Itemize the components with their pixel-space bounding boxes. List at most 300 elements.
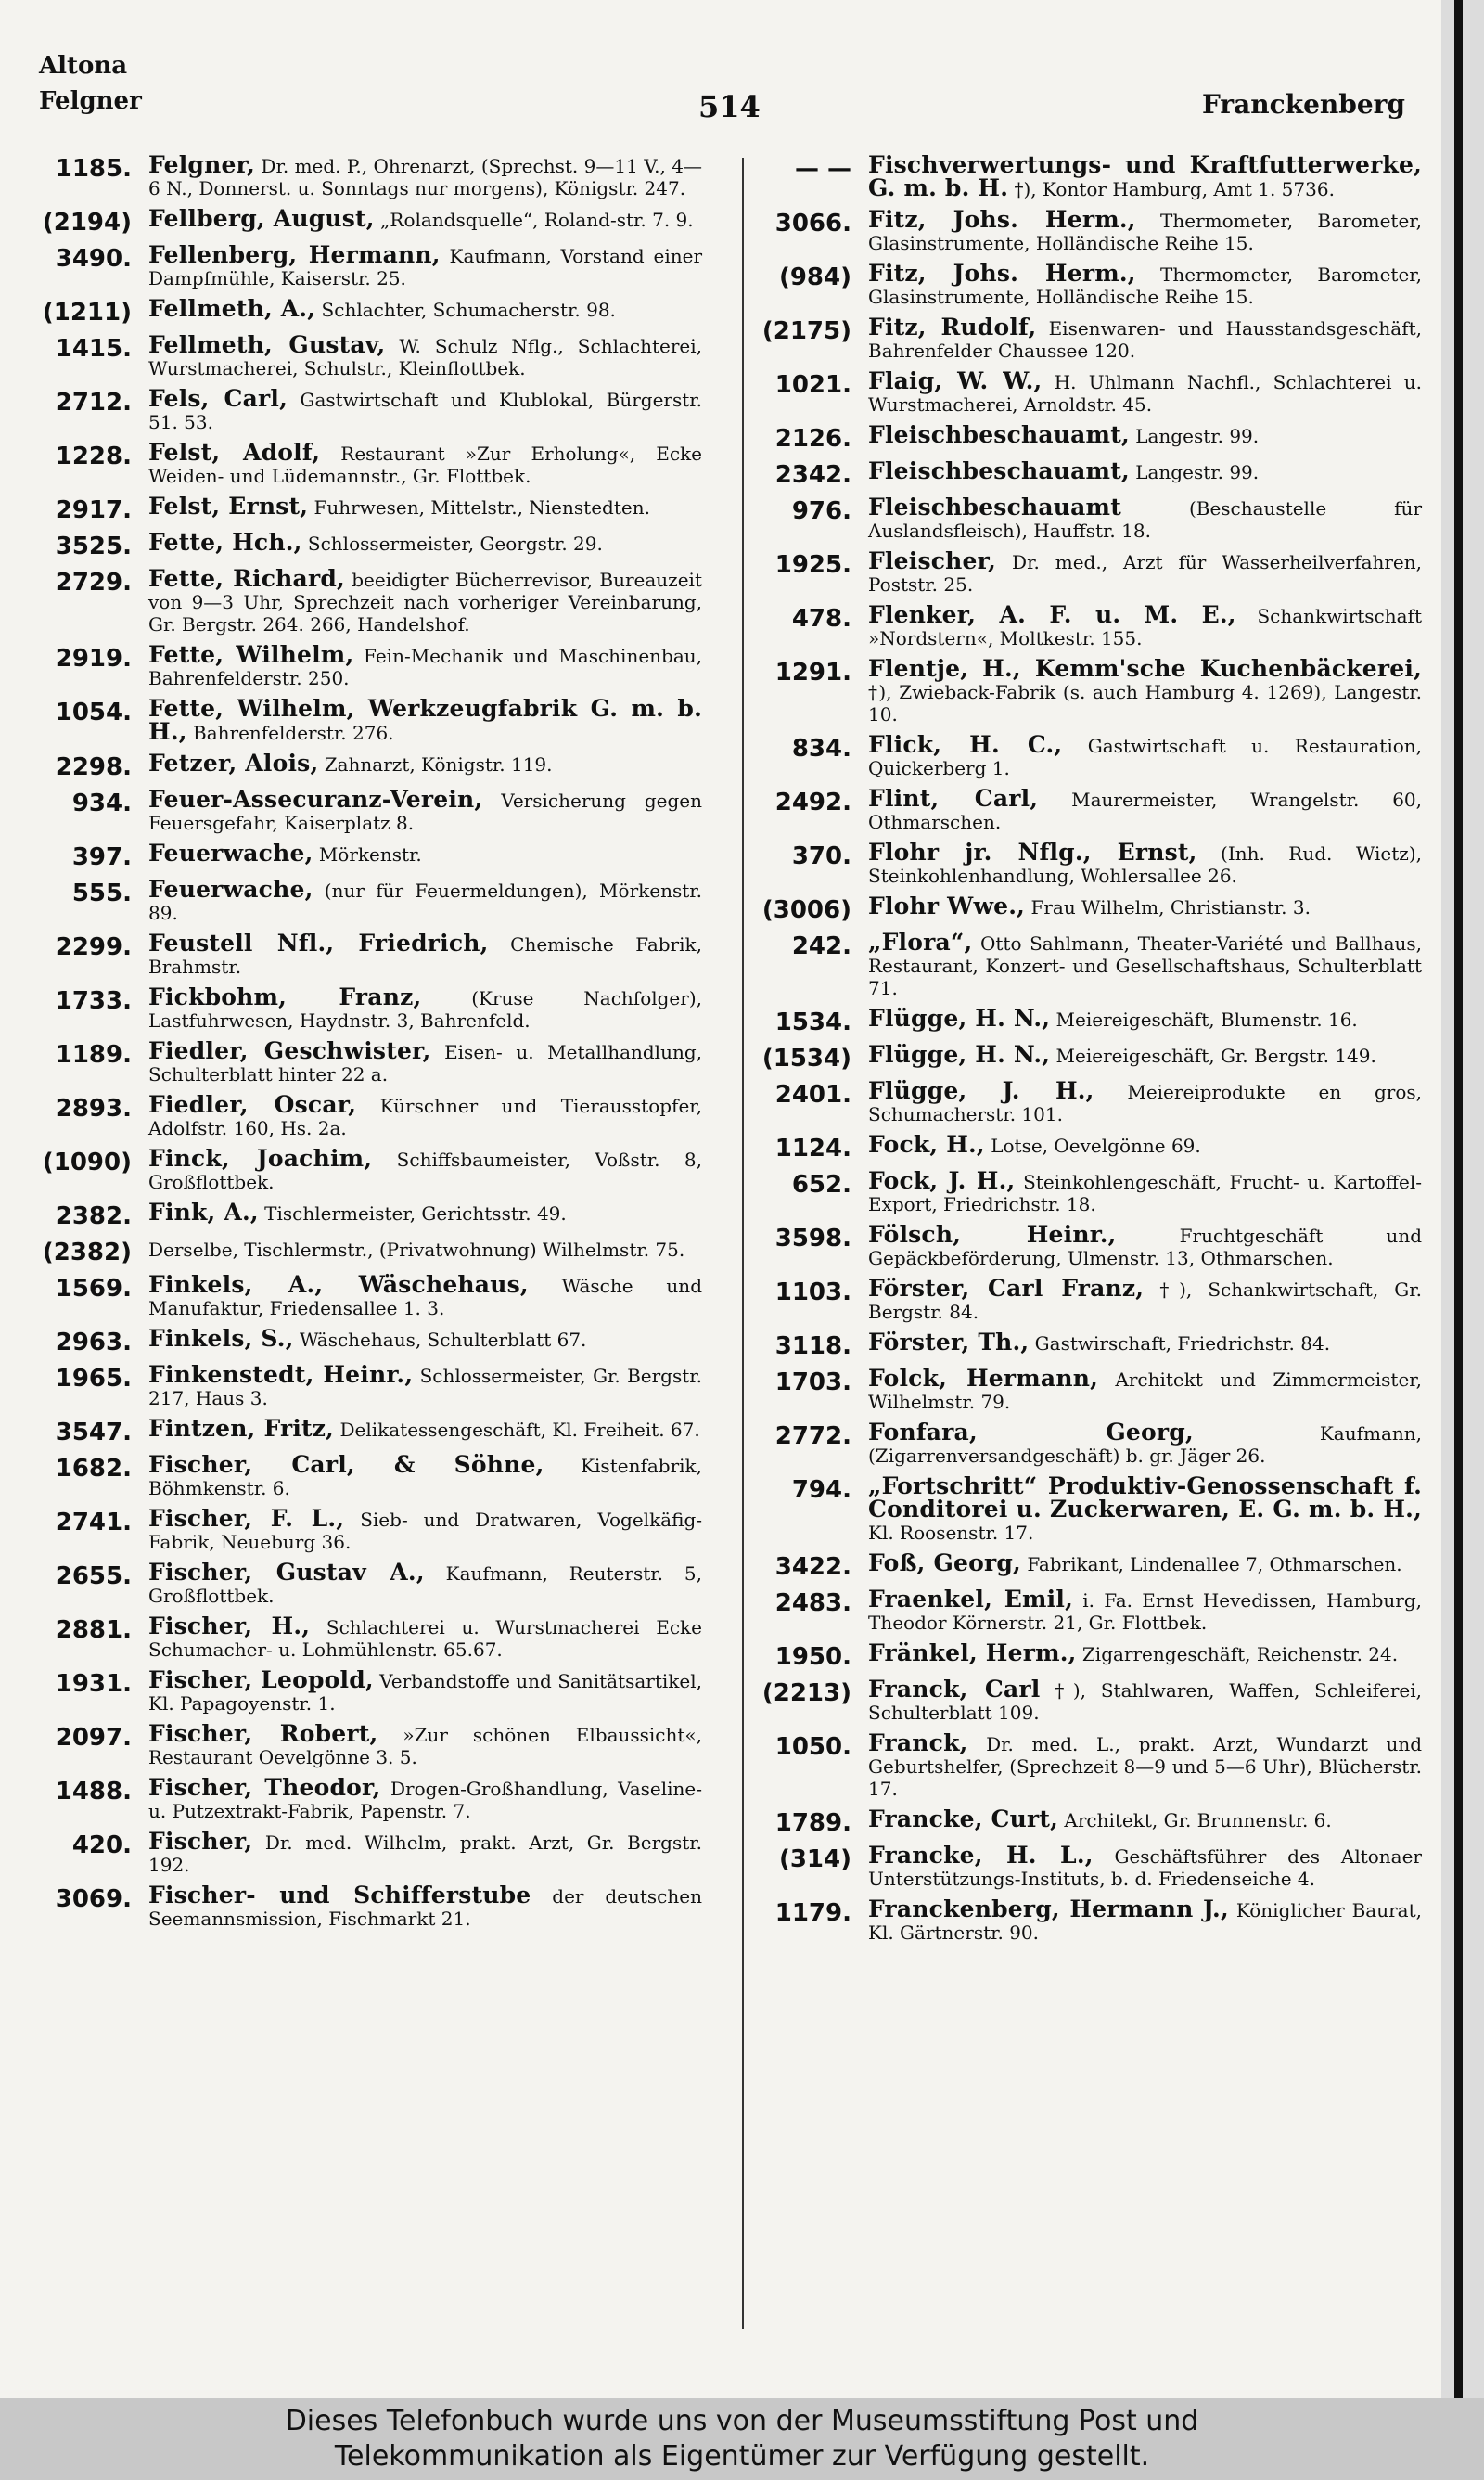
directory-entry (759, 421, 1422, 453)
running-header-left (39, 48, 142, 119)
directory-entry (759, 1639, 1422, 1671)
phone-number: 1415. (55, 335, 132, 363)
subscriber-name: Fellmeth, A., (148, 295, 316, 322)
footer-line-1: Dieses Telefonbuch wurde uns von der Museumsstiftung Post und (285, 2405, 1199, 2437)
entry-text (868, 1365, 1422, 1413)
directory-entry (39, 786, 702, 834)
directory-entry (39, 439, 702, 487)
subscriber-details: Bahrenfelderstr. 276. (193, 722, 394, 744)
subscriber-name: Fette, Wilhelm, Werkzeugfabrik G. m. b. H., (148, 695, 702, 745)
directory-entry (39, 151, 703, 199)
directory-entry (759, 601, 1422, 649)
directory-entry (39, 1091, 703, 1139)
subscriber-details: „Rolandsquelle“, Roland-str. 7. 9. (380, 209, 694, 231)
directory-entry (39, 331, 703, 379)
phone-number: 1103. (774, 1279, 851, 1306)
phone-number: 794. (791, 1476, 851, 1504)
entry-text (868, 1131, 1422, 1158)
phone-number: 1569. (55, 1275, 132, 1303)
phone-number: 2741. (55, 1509, 132, 1536)
subscriber-name: Feuerwache, (148, 876, 313, 903)
subscriber-details: Drogen-Großhandlung, Vaseline- u. Putzextrakt-Fabrik, Papenstr. 7. (148, 1778, 703, 1822)
entry-text (868, 206, 1423, 254)
phone-number: 1682. (55, 1455, 132, 1483)
subscriber-details: der deutschen Seemannsmission, Fischmarkt 21. (148, 1885, 702, 1930)
directory-entry (39, 295, 702, 327)
subscriber-details: Fabrikant, Lindenallee 7, Othmarschen. (1027, 1553, 1402, 1575)
subscriber-name: Fleischer, (868, 547, 997, 574)
page-number: 514 (698, 89, 761, 124)
phone-number: 2126. (774, 425, 851, 453)
subscriber-name: Folck, Hermann, (868, 1365, 1098, 1392)
phone-number: 2772. (774, 1422, 851, 1450)
phone-number: (314) (778, 1845, 851, 1873)
left-column (39, 151, 703, 1930)
subscriber-details: Verbandstoffe und Sanitätsartikel, Kl. Papagoyenstr. 1. (148, 1670, 703, 1715)
phone-number: (1211) (42, 299, 132, 327)
phone-number: 934. (71, 790, 132, 817)
directory-entry (39, 641, 703, 689)
directory-entry (759, 1365, 1422, 1413)
entry-text (868, 1275, 1422, 1323)
entry-text (868, 316, 1422, 362)
subscriber-details: Schiffsbaumeister, Voßstr. 8, Großflottbek. (148, 1149, 702, 1193)
directory-entry (759, 731, 1422, 779)
subscriber-details: Kaufmann, (Zigarrenversandgeschäft) b. gr. Jäger 26. (868, 1422, 1423, 1467)
directory-entry (759, 785, 1422, 833)
phone-number: 1534. (774, 1009, 851, 1036)
subscriber-details: †), Schankwirtschaft, Gr. Bergstr. 84. (868, 1279, 1422, 1323)
subscriber-name: Flint, Carl, (868, 785, 1039, 812)
entry-text (868, 655, 1422, 726)
phone-number: 1488. (55, 1778, 132, 1805)
phone-number: 2298. (55, 753, 132, 781)
subscriber-details: Wäschehaus, Schulterblatt 67. (299, 1329, 587, 1351)
phone-number: 834. (791, 735, 851, 763)
entry-text (148, 1145, 702, 1193)
directory-entry (39, 752, 702, 780)
subscriber-details: Zahnarzt, Königstr. 119. (324, 753, 553, 776)
entry-text (148, 1361, 703, 1409)
entry-text (868, 260, 1423, 308)
phone-number: 2893. (55, 1095, 132, 1123)
subscriber-details: Frau Wilhelm, Christianstr. 3. (1030, 896, 1311, 919)
subscriber-name: Fetzer, Alois, (148, 750, 319, 777)
subscriber-name: Feuerwache, (148, 840, 313, 867)
entry-text (868, 1639, 1422, 1666)
directory-entry (759, 1077, 1422, 1125)
directory-entry (39, 385, 703, 433)
subscriber-name: Finck, Joachim, (148, 1145, 373, 1172)
directory-entry (759, 151, 1422, 201)
directory-entry (759, 1275, 1422, 1323)
entry-text (868, 785, 1422, 833)
subscriber-name: Flügge, H. N., (868, 1005, 1051, 1032)
subscriber-name: Fiedler, Geschwister, (148, 1037, 431, 1064)
directory-entry (759, 260, 1423, 308)
entry-text (868, 1729, 1423, 1800)
subscriber-details: Kaufmann, Reuterstr. 5, Großflottbek. (148, 1562, 702, 1607)
entry-text (868, 1549, 1422, 1576)
directory-entry (759, 1895, 1422, 1944)
entry-text (868, 367, 1423, 416)
directory-entry (39, 1037, 702, 1086)
directory-entry (39, 495, 702, 523)
subscriber-details: beeidigter Bücherrevisor, Bureauzeit von 9—3 Uhr, Sprechzeit nach vorheriger Vereinbarung, Gr. Bergstr. 264. 266, Handelshof. (148, 569, 702, 636)
entry-text (148, 1451, 703, 1499)
phone-number: 3490. (55, 245, 132, 273)
phone-number: 420. (71, 1831, 132, 1859)
phone-number: 3069. (55, 1885, 132, 1913)
phone-number: 2492. (774, 789, 851, 816)
entry-text (868, 601, 1422, 649)
entry-text (148, 439, 702, 487)
entry-text (148, 1720, 703, 1768)
entry-text (868, 1895, 1422, 1944)
phone-number: 3422. (774, 1553, 851, 1581)
directory-entry (39, 1145, 702, 1193)
subscriber-name: Fitz, Johs. Herm., (868, 260, 1136, 287)
phone-number: 2401. (774, 1081, 851, 1109)
directory-entry (759, 929, 1422, 999)
subscriber-name: Finkels, S., (148, 1325, 294, 1352)
subscriber-details: Restaurant »Zur Erholung«, Ecke Weiden- und Lüdemannstr., Gr. Flottbek. (148, 443, 702, 487)
directory-entry (39, 241, 703, 289)
subscriber-details: Langestr. 99. (1135, 461, 1260, 483)
subscriber-name: Franck, Carl (868, 1676, 1041, 1703)
subscriber-name: Fette, Hch., (148, 529, 302, 556)
directory-entry (39, 205, 702, 237)
phone-number: 1050. (774, 1733, 851, 1761)
entry-text (148, 786, 702, 834)
directory-entry (39, 1828, 702, 1876)
subscriber-name: Fischer, Robert, (148, 1720, 378, 1747)
phone-number: 1703. (774, 1368, 851, 1396)
subscriber-name: Fischer, (148, 1828, 253, 1855)
phone-number: 976. (791, 497, 851, 525)
subscriber-name: Finkels, A., Wäschehaus, (148, 1271, 529, 1298)
directory-entry (759, 655, 1422, 726)
phone-number: 1189. (55, 1041, 132, 1069)
subscriber-details: Kaufmann, Vorstand einer Dampfmühle, Kaiserstr. 25. (148, 245, 703, 289)
subscriber-name: Fischer, Gustav A., (148, 1559, 425, 1586)
phone-number: 3118. (774, 1332, 851, 1360)
entry-text (148, 1201, 702, 1225)
entry-text (868, 1805, 1422, 1832)
phone-number: 2655. (55, 1562, 132, 1590)
subscriber-details: Geschäftsführer des Altonaer Unterstützungs-Instituts, b. d. Friedenseiche 4. (868, 1845, 1422, 1890)
entry-text (148, 331, 703, 379)
entry-text (868, 457, 1422, 484)
directory-entry (39, 1774, 703, 1822)
subscriber-name: Fischer, F. L., (148, 1505, 345, 1532)
phone-number: (2175) (761, 317, 851, 345)
subscriber-details: Lotse, Oevelgönne 69. (991, 1135, 1201, 1157)
directory-entry (759, 496, 1422, 542)
subscriber-name: Fischer, Theodor, (148, 1774, 381, 1801)
subscriber-name: Fischer, Carl, & Söhne, (148, 1451, 544, 1478)
subscriber-details: Kl. Roosenstr. 17. (868, 1522, 1034, 1544)
subscriber-details: Schlossermeister, Gr. Bergstr. 217, Haus 3. (148, 1365, 703, 1409)
subscriber-name: Fette, Richard, (148, 565, 345, 592)
directory-entry (759, 1844, 1422, 1890)
directory-entry (39, 932, 702, 978)
phone-number: 3547. (55, 1419, 132, 1446)
header-city: Altona (39, 52, 128, 80)
entry-text (868, 731, 1422, 779)
subscriber-name: Fink, A., (148, 1199, 259, 1226)
subscriber-details: (nur für Feuermeldungen), Mörkenstr. 89. (148, 880, 702, 924)
entry-text (868, 839, 1423, 887)
directory-entry (759, 1041, 1422, 1073)
subscriber-name: Flohr jr. Nflg., Ernst, (868, 839, 1197, 866)
subscriber-details: †), Zwieback-Fabrik (s. auch Hamburg 4. 1269), Langestr. 10. (868, 681, 1422, 726)
binding-shadow (1454, 0, 1463, 2398)
subscriber-details: Langestr. 99. (1135, 425, 1260, 447)
phone-number: 2382. (55, 1202, 132, 1230)
entry-text (148, 1415, 702, 1442)
subscriber-details: Dr. med., Arzt für Wasserheilverfahren, Poststr. 25. (868, 551, 1423, 596)
header-last-name: Franckenberg (1202, 89, 1405, 120)
entry-text (148, 1037, 702, 1086)
directory-entry (39, 842, 702, 870)
subscriber-name: Foß, Georg, (868, 1549, 1021, 1576)
entry-text (148, 1271, 702, 1319)
phone-number: 1185. (55, 155, 132, 183)
subscriber-details: Meiereigeschäft, Blumenstr. 16. (1055, 1009, 1358, 1031)
subscriber-details: Kürschner und Tierausstopfer, Adolfstr. 160, Hs. 2a. (148, 1095, 703, 1139)
subscriber-details: Architekt und Zimmermeister, Wilhelmstr. 79. (868, 1368, 1422, 1413)
header-first-name: Felgner (39, 87, 142, 115)
entry-text (148, 1561, 702, 1607)
column-divider (742, 158, 744, 2329)
phone-number: (984) (778, 263, 851, 291)
subscriber-name: Flügge, J. H., (868, 1077, 1094, 1104)
entry-text (148, 151, 703, 199)
subscriber-name: Fleischbeschauamt (868, 494, 1121, 520)
directory-entry (39, 529, 702, 560)
phone-number: 3066. (774, 210, 851, 238)
subscriber-name: Flügge, H. N., (868, 1041, 1051, 1068)
subscriber-name: Fellberg, August, (148, 205, 375, 232)
subscriber-name: Felgner, (148, 151, 256, 178)
subscriber-name: Fellenberg, Hermann, (148, 241, 441, 268)
directory-entry (39, 1238, 702, 1266)
entry-text (148, 495, 702, 519)
phone-number: 2963. (55, 1329, 132, 1356)
directory-entry (759, 1221, 1422, 1269)
directory-entry (759, 1588, 1422, 1634)
entry-text (868, 1041, 1422, 1068)
subscriber-details: Maurermeister, Wrangelstr. 60, Othmarschen. (868, 789, 1422, 833)
subscriber-name: Francke, H. L., (868, 1842, 1094, 1869)
directory-entry (759, 1805, 1422, 1837)
subscriber-name: Felst, Ernst, (148, 493, 309, 520)
entry-text (868, 1588, 1422, 1634)
subscriber-details: Dr. med. L., prakt. Arzt, Wundarzt und Geburtshelfer, (Sprechzeit 8—9 und 5—6 Uhr), Blücherstr. 17. (868, 1733, 1423, 1800)
directory-entry (39, 1201, 702, 1229)
subscriber-name: Franckenberg, Hermann J., (868, 1895, 1229, 1922)
phone-number: 1291. (774, 659, 851, 687)
footer-line-2: Telekommunikation als Eigentümer zur Verfügung gestellt. (334, 2440, 1150, 2473)
phone-number: 2919. (55, 645, 132, 673)
phone-number: 1054. (55, 699, 132, 726)
subscriber-details: Chemische Fabrik, Brahmstr. (148, 933, 702, 978)
directory-entry (759, 1005, 1422, 1036)
entry-text (148, 1091, 703, 1139)
subscriber-details: Dr. med. P., Ohrenarzt, (Sprechst. 9—11 V., 4—6 N., Donnerst. u. Sonntags nur morgens), Königstr. 247. (148, 155, 703, 199)
subscriber-details: Wäsche und Manufaktur, Friedensallee 1. 3. (148, 1275, 702, 1319)
entry-text (148, 1774, 703, 1822)
subscriber-name: Franck, (868, 1729, 968, 1756)
phone-number: 3598. (774, 1225, 851, 1253)
phone-number: 2483. (774, 1589, 851, 1617)
subscriber-details: Zigarrengeschäft, Reichenstr. 24. (1081, 1643, 1399, 1665)
subscriber-name: Flenker, A. F. u. M. E., (868, 601, 1236, 628)
directory-entry (759, 1729, 1423, 1800)
directory-entry (39, 1361, 703, 1409)
entry-text (868, 547, 1423, 596)
subscriber-details: Königlicher Baurat, Kl. Gärtnerstr. 90. (868, 1899, 1422, 1944)
subscriber-details: »Zur schönen Elbaussicht«, Restaurant Oevelgönne 3. 5. (148, 1724, 703, 1768)
subscriber-details: Tischlermeister, Gerichtsstr. 49. (264, 1202, 567, 1225)
subscriber-details: Fuhrwesen, Mittelstr., Nienstedten. (313, 496, 650, 519)
subscriber-name: Flentje, H., Kemm'sche Kuchenbäckerei, (868, 655, 1422, 682)
directory-entry (759, 547, 1423, 596)
subscriber-details: Gastwirtschaft und Klublokal, Bürgerstr. 51. 53. (148, 389, 703, 433)
subscriber-details: Derselbe, Tischlermstr., (Privatwohnung) Wilhelmstr. 75. (148, 1239, 685, 1261)
phone-number: 1925. (774, 551, 851, 579)
subscriber-details: Schlachterei u. Wurstmacherei Ecke Schumacher- u. Lohmühlenstr. 65.67. (148, 1616, 702, 1661)
directory-entry (39, 565, 702, 636)
directory-entry (39, 1451, 703, 1499)
entry-text (868, 1077, 1422, 1125)
directory-entry (759, 1549, 1422, 1581)
entry-text (148, 385, 703, 433)
subscriber-name: Fiedler, Oscar, (148, 1091, 357, 1118)
subscriber-name: Fleischbeschauamt, (868, 457, 1130, 484)
entry-text (148, 529, 702, 556)
entry-text (868, 1167, 1423, 1215)
entry-text (868, 929, 1422, 999)
phone-number: 1124. (774, 1135, 851, 1163)
right-column (759, 151, 1423, 1944)
subscriber-details: Thermometer, Barometer, Glasinstrumente, Holländische Reihe 15. (868, 210, 1423, 254)
entry-text (148, 932, 702, 978)
directory-entry (759, 839, 1423, 887)
phone-number: 1021. (774, 371, 851, 399)
subscriber-details: Meiereiprodukte en gros, Schumacherstr. 101. (868, 1081, 1422, 1125)
directory-entry (39, 1666, 703, 1715)
subscriber-name: Fette, Wilhelm, (148, 641, 354, 668)
subscriber-details: Fruchtgeschäft und Gepäckbeförderung, Ulmenstr. 13, Othmarschen. (868, 1225, 1422, 1269)
directory-entry (39, 876, 702, 924)
directory-entry (39, 1884, 702, 1930)
subscriber-name: Fölsch, Heinr., (868, 1221, 1117, 1248)
phone-number: 2097. (55, 1724, 132, 1752)
phone-number: — — (794, 155, 851, 183)
phone-number: (2194) (42, 209, 132, 237)
entry-text (868, 1472, 1422, 1544)
entry-text (148, 241, 703, 289)
phone-number: 3525. (55, 533, 132, 560)
subscriber-name: Flohr Wwe., (868, 893, 1026, 919)
entry-text (868, 421, 1422, 448)
subscriber-details: Gastwirschaft, Friedrichstr. 84. (1034, 1332, 1331, 1355)
subscriber-name: Fischer, Leopold, (148, 1666, 374, 1693)
directory-entry (39, 1415, 702, 1446)
subscriber-details: Versicherung gegen Feuersgefahr, Kaiserplatz 8. (148, 790, 702, 834)
phone-number: 652. (791, 1171, 851, 1199)
entry-text (148, 1505, 703, 1553)
directory-entry (39, 1325, 702, 1356)
phone-number: 1733. (55, 987, 132, 1015)
subscriber-name: Fock, J. H., (868, 1167, 1016, 1194)
entry-text (148, 565, 702, 636)
subscriber-name: Fitz, Johs. Herm., (868, 206, 1136, 233)
entry-text (148, 1666, 703, 1715)
entry-text (868, 895, 1422, 919)
phone-number: 397. (71, 843, 132, 871)
subscriber-details: Architekt, Gr. Brunnenstr. 6. (1064, 1809, 1332, 1831)
subscriber-name: Fickbohm, Franz, (148, 983, 422, 1010)
subscriber-name: Finkenstedt, Heinr., (148, 1361, 414, 1388)
subscriber-name: Förster, Carl Franz, (868, 1275, 1145, 1302)
phone-number: (2213) (761, 1679, 851, 1707)
subscriber-name: Francke, Curt, (868, 1805, 1059, 1832)
phone-number: 555. (71, 880, 132, 907)
subscriber-name: Fellmeth, Gustav, (148, 331, 386, 358)
phone-number: 478. (791, 605, 851, 633)
subscriber-details: Meiereigeschäft, Gr. Bergstr. 149. (1055, 1045, 1376, 1067)
subscriber-details: H. Uhlmann Nachfl., Schlachterei u. Wurstmacherei, Arnoldstr. 45. (868, 371, 1423, 416)
subscriber-name: Fränkel, Herm., (868, 1639, 1077, 1666)
phone-number: 242. (791, 932, 851, 960)
entry-text (148, 695, 702, 745)
phone-number: 1179. (774, 1899, 851, 1927)
directory-entry (759, 206, 1423, 254)
subscriber-details: Mörkenstr. (318, 843, 422, 866)
directory-entry (39, 1271, 702, 1319)
phone-number: 2299. (55, 933, 132, 961)
subscriber-name: Flick, H. C., (868, 731, 1063, 758)
subscriber-details: Kistenfabrik, Böhmkenstr. 6. (148, 1455, 703, 1499)
footer-notice (0, 2398, 1484, 2480)
entry-text (868, 1331, 1422, 1355)
subscriber-name: Fintzen, Fritz, (148, 1415, 335, 1442)
entry-text (148, 295, 702, 322)
directory-entry (759, 895, 1422, 923)
directory-entry (39, 1720, 703, 1768)
phone-number: 2729. (55, 569, 132, 597)
entry-text (148, 752, 702, 776)
subscriber-details: Eisenwaren- und Hausstandsgeschäft, Bahrenfelder Chaussee 120. (868, 317, 1422, 362)
subscriber-details: Eisen- u. Metallhandlung, Schulterblatt hinter 22 a. (148, 1041, 702, 1086)
subscriber-details: (Inh. Rud. Wietz), Steinkohlenhandlung, Wohlersallee 26. (868, 842, 1423, 887)
entry-text (868, 1678, 1422, 1724)
subscriber-details: Schankwirtschaft »Nordstern«, Moltkestr. 155. (868, 605, 1422, 649)
subscriber-name: Fischer, H., (148, 1613, 311, 1639)
entry-text (868, 151, 1422, 201)
subscriber-details: Schlossermeister, Georgstr. 29. (307, 533, 603, 555)
directory-entry (759, 1131, 1422, 1163)
phone-number: 1965. (55, 1365, 132, 1393)
directory-entry (759, 457, 1422, 489)
subscriber-details: Thermometer, Barometer, Glasinstrumente, Holländische Reihe 15. (868, 263, 1423, 308)
directory-entry (759, 367, 1423, 416)
subscriber-details: †), Stahlwaren, Waffen, Schleiferei, Schulterblatt 109. (868, 1679, 1422, 1724)
entry-text (148, 842, 702, 866)
